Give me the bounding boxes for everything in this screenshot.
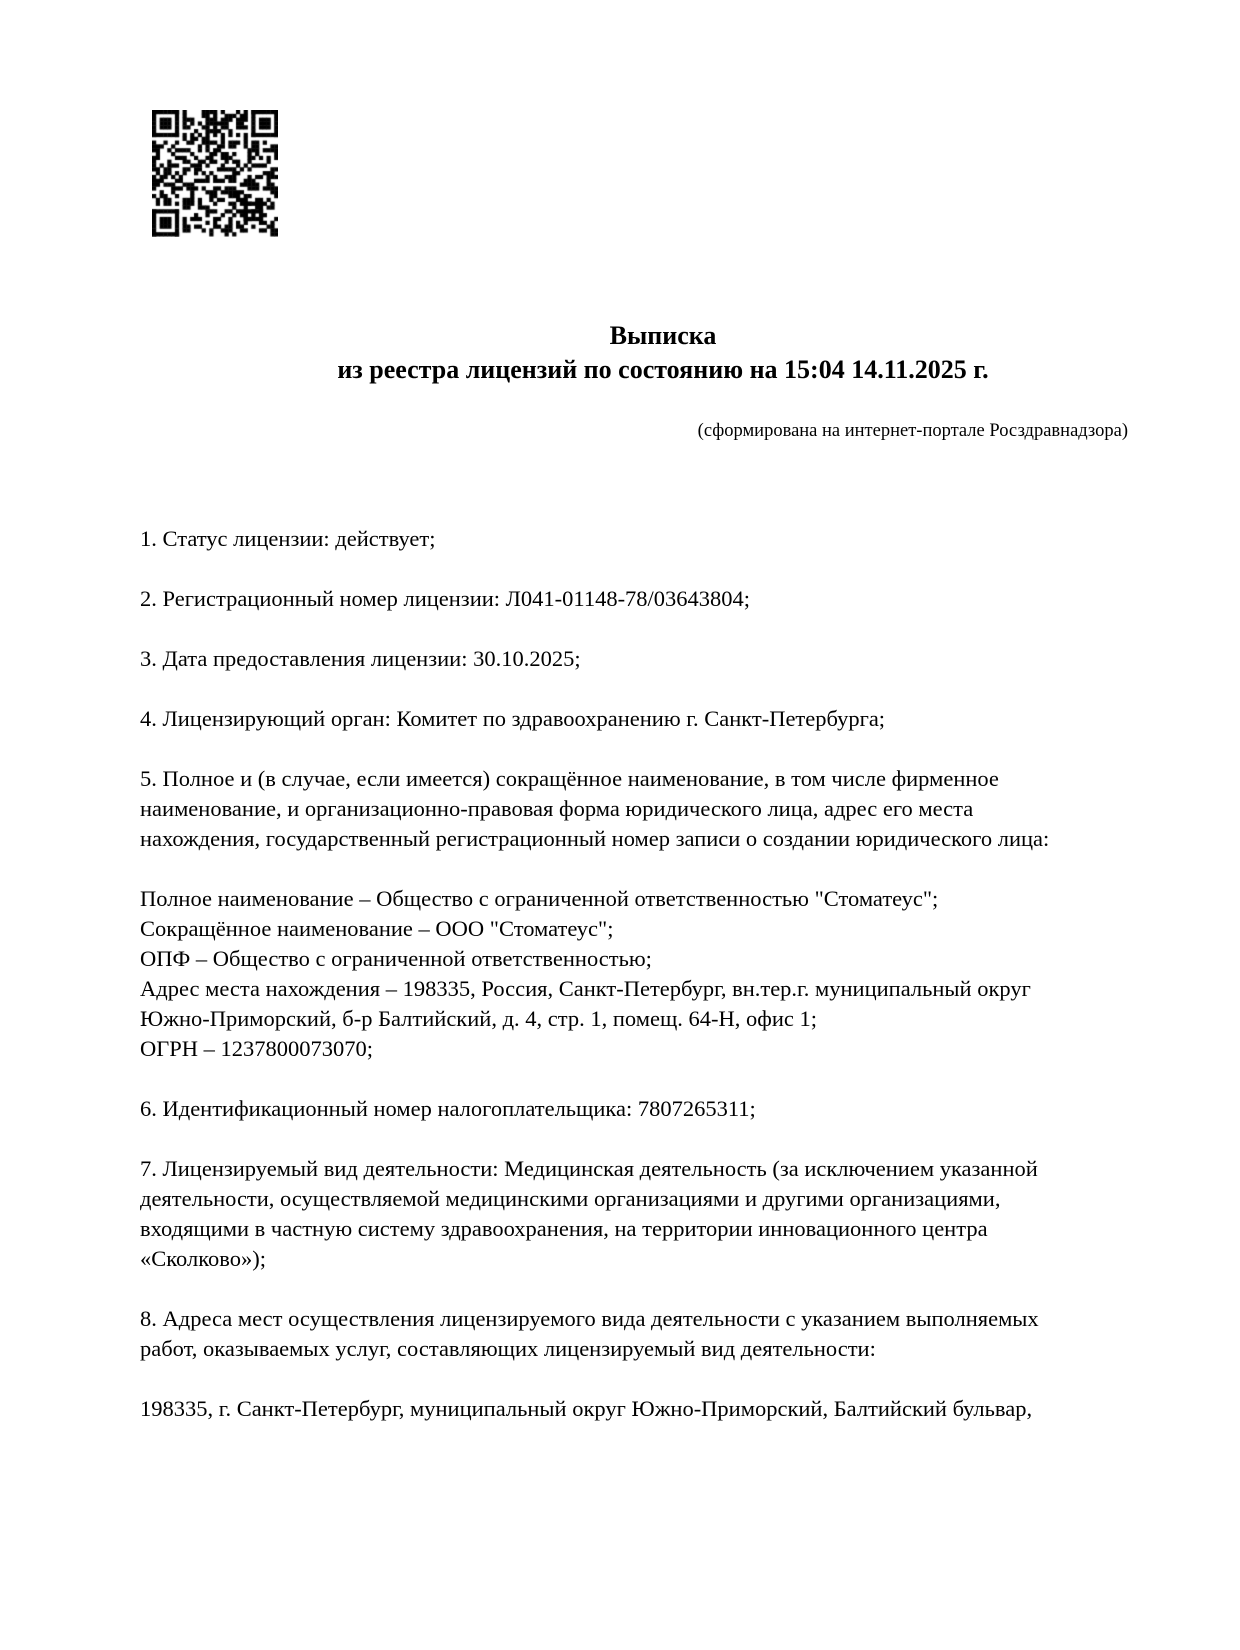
item-4-licensing-authority (140, 704, 1108, 734)
qr-code-icon (152, 110, 278, 237)
text-line: «Сколково»); (140, 1246, 266, 1271)
text-line: 3. Дата предоставления лицензии: 30.10.2025; (140, 646, 581, 671)
address-line: Адрес места нахождения – 198335, Россия, Санкт-Петербург, вн.тер.г. муниципальный округ (140, 976, 1031, 1001)
text-line: нахождения, государственный регистрационный номер записи о создании юридического лица: (140, 826, 1050, 851)
text-line: 2. Регистрационный номер лицензии: Л041-01148-78/03643804; (140, 586, 751, 611)
item-3-grant-date (140, 644, 1108, 674)
document-body (140, 524, 1108, 1424)
document-title (140, 319, 1186, 387)
ogrn-line: ОГРН – 1237800073070; (140, 1036, 374, 1061)
short-name-line: Сокращённое наименование – ООО "Стоматеус"; (140, 916, 614, 941)
text-line: работ, оказываемых услуг, составляющих лицензируемый вид деятельности: (140, 1336, 876, 1361)
text-line: 6. Идентификационный номер налогоплательщика: 7807265311; (140, 1096, 756, 1121)
title-line-1: Выписка (609, 321, 717, 350)
legal-form-line: ОПФ – Общество с ограниченной ответственностью; (140, 946, 652, 971)
item-1-license-status (140, 524, 1108, 554)
text-line: 5. Полное и (в случае, если имеется) сокращённое наименование, в том числе фирменное (140, 766, 999, 791)
text-line: 7. Лицензируемый вид деятельности: Медицинская деятельность (за исключением указанной (140, 1156, 1038, 1181)
text-line: входящими в частную систему здравоохранения, на территории инновационного центра (140, 1216, 988, 1241)
item-7-activity-type (140, 1154, 1108, 1274)
document-subtitle: (сформирована на интернет-портале Росздравнадзора) (697, 421, 1128, 441)
text-line: наименование, и организационно-правовая форма юридического лица, адрес его места (140, 796, 974, 821)
full-name-line: Полное наименование – Общество с ограниченной ответственностью "Стоматеус"; (140, 886, 939, 911)
item-2-registration-number (140, 584, 1108, 614)
item-5-org-name-heading (140, 764, 1108, 854)
text-line: деятельности, осуществляемой медицинскими организациями и другими организациями, (140, 1186, 1001, 1211)
address-line: Южно-Приморский, б-р Балтийский, д. 4, стр. 1, помещ. 64-Н, офис 1; (140, 1006, 817, 1031)
activity-address (140, 1394, 1108, 1424)
text-line: 198335, г. Санкт-Петербург, муниципальный округ Южно-Приморский, Балтийский бульвар, (140, 1396, 1033, 1421)
title-line-2: из реестра лицензий по состоянию на 15:04 14.11.2025 г. (337, 355, 989, 384)
text-line: 4. Лицензирующий орган: Комитет по здравоохранению г. Санкт-Петербурга; (140, 706, 886, 731)
text-line: 8. Адреса мест осуществления лицензируемого вида деятельности с указанием выполняемых (140, 1306, 1039, 1331)
item-8-addresses-heading (140, 1304, 1108, 1364)
item-6-taxpayer-number (140, 1094, 1108, 1124)
text-line: 1. Статус лицензии: действует; (140, 526, 436, 551)
org-details-block (140, 884, 1108, 1064)
